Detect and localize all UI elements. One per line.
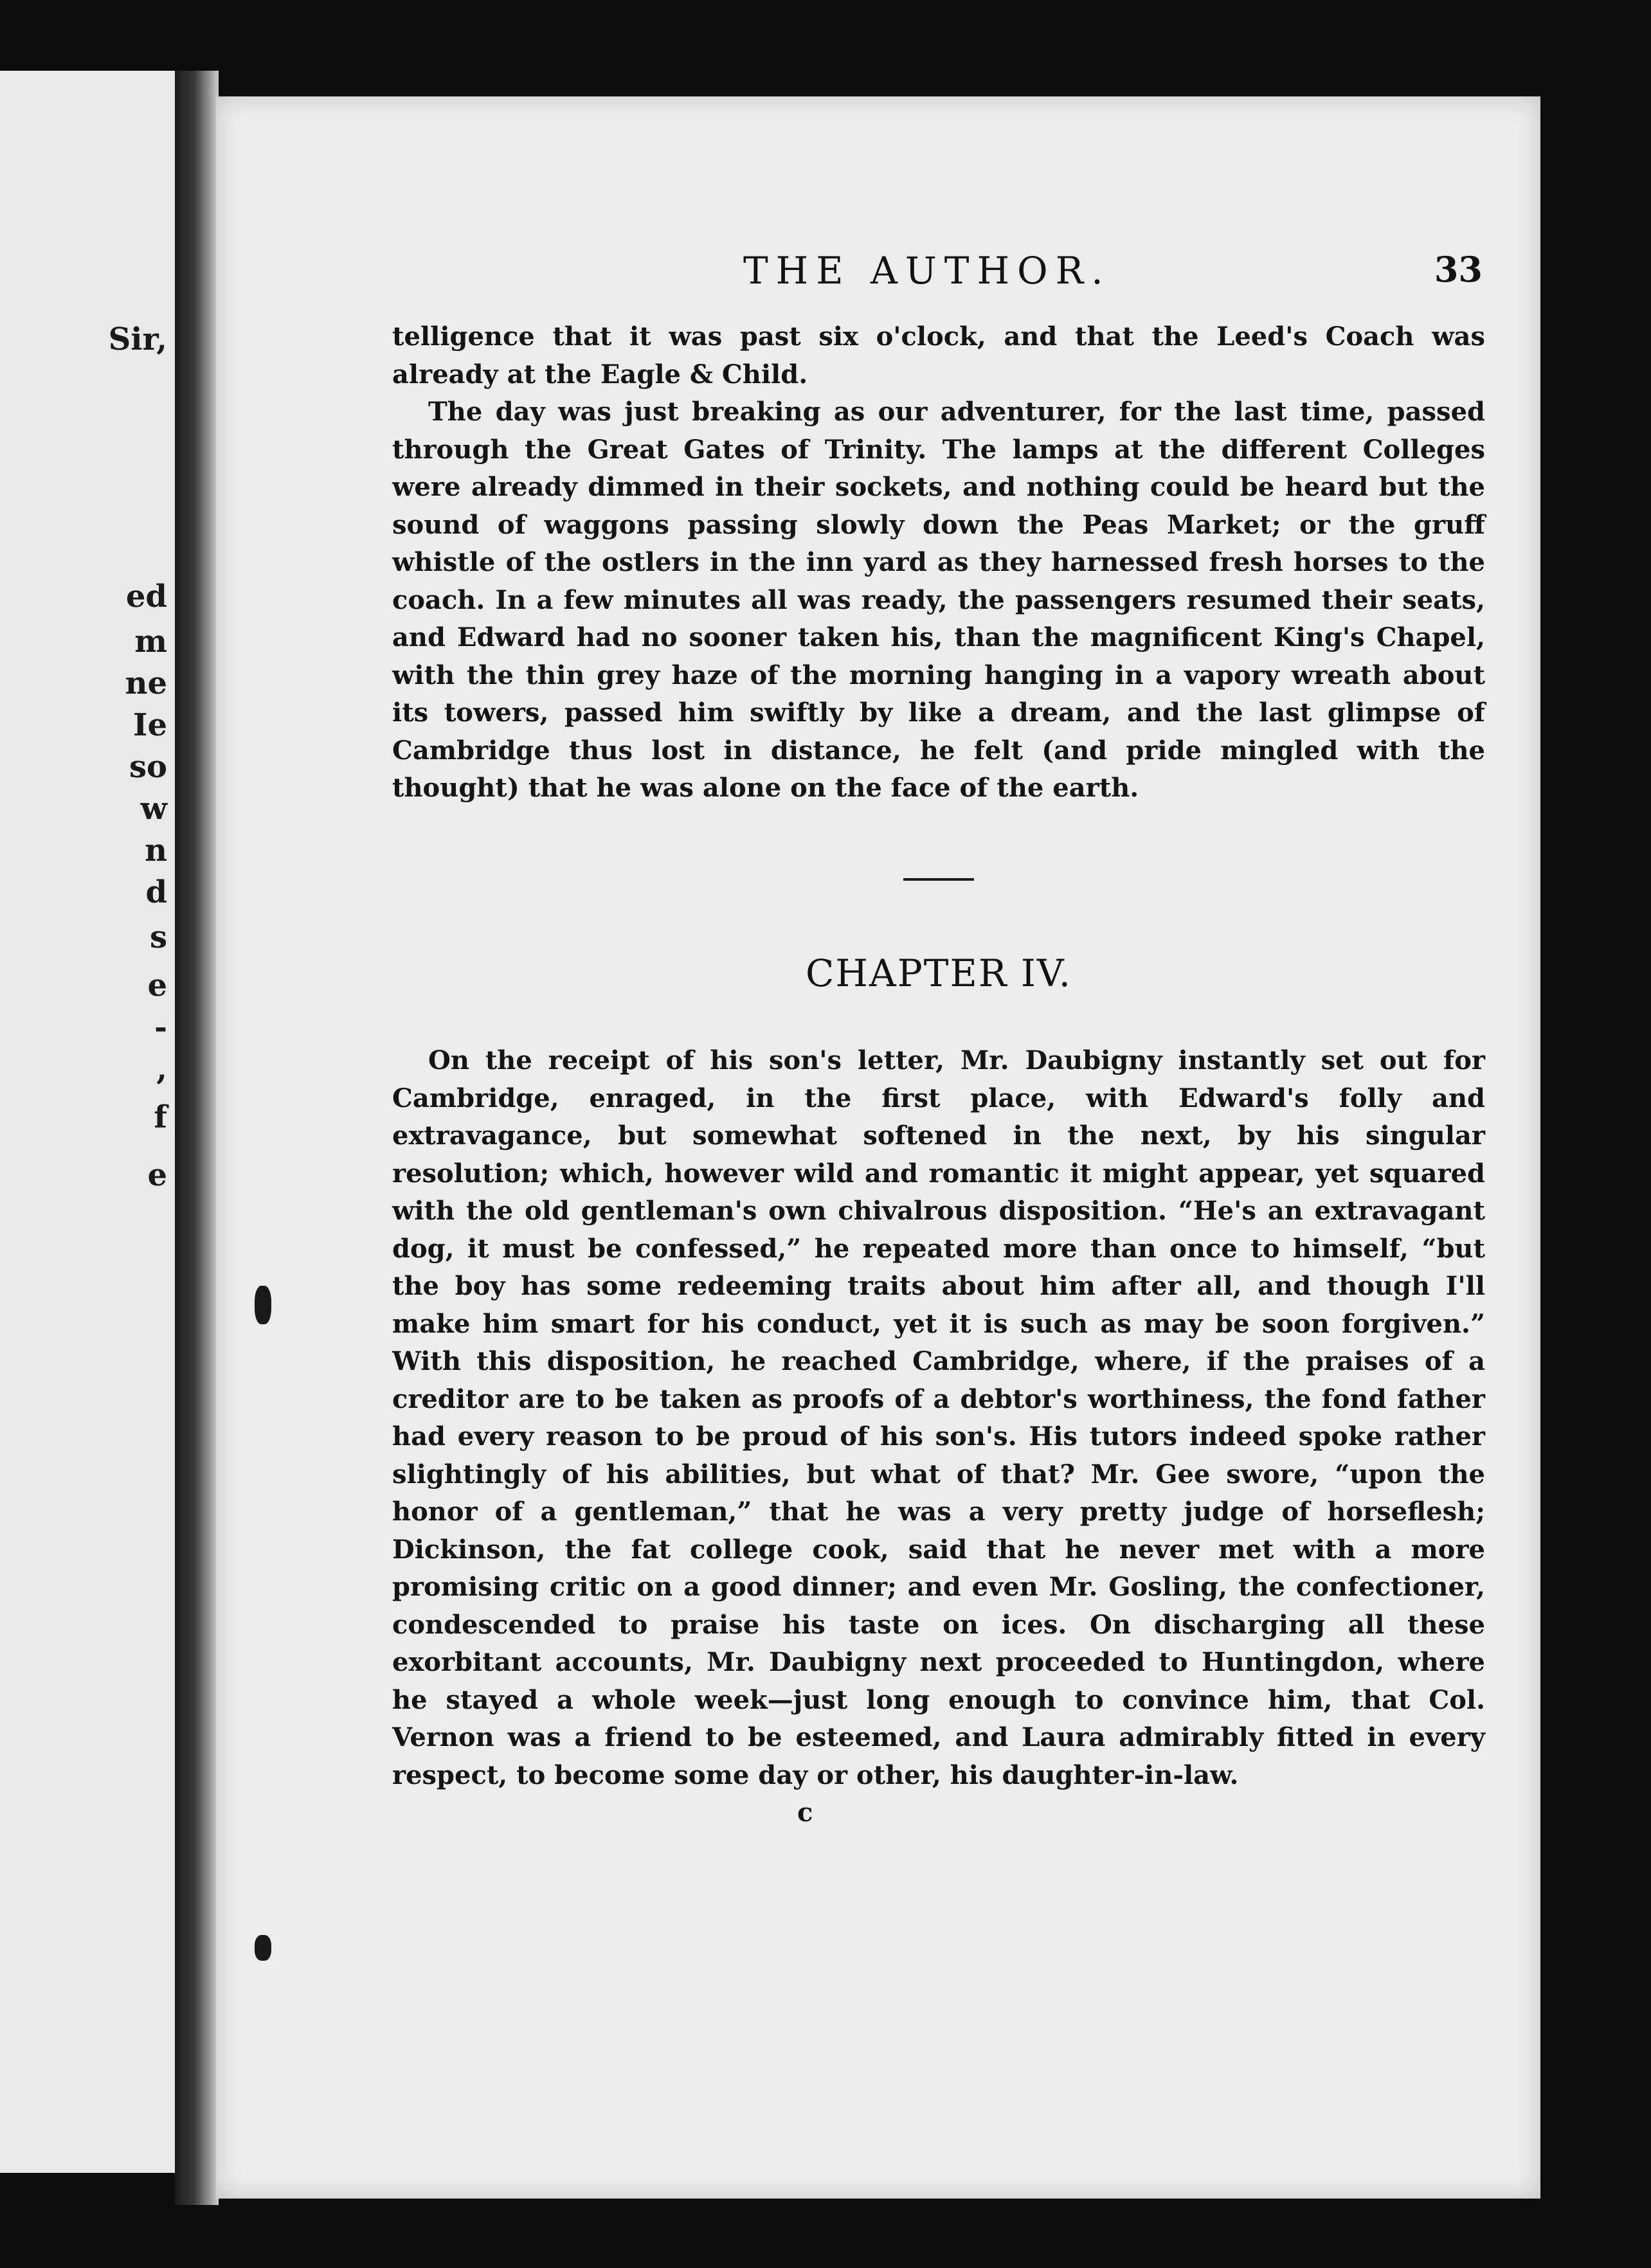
facing-page-fragment: , <box>156 1051 167 1087</box>
binding-mark <box>255 1935 271 1961</box>
binding-mark <box>255 1286 271 1324</box>
facing-page-fragment: d <box>145 874 167 910</box>
facing-page-fragment: n <box>145 833 167 869</box>
facing-page-fragment: e <box>147 968 167 1004</box>
facing-page-left <box>0 71 179 2173</box>
page-number: 33 <box>1434 249 1483 290</box>
facing-page-fragment: s <box>149 919 167 955</box>
paragraph-continuation: telligence that it was past six o'clock, and that the Leed's Coach was already at the Eagle & Child. <box>392 321 1485 390</box>
facing-page-fragment: ne <box>125 665 167 701</box>
page-body <box>392 318 1485 1832</box>
facing-page-fragment: ed <box>125 579 167 615</box>
section-divider <box>903 878 974 881</box>
facing-page-fragment: m <box>134 624 167 660</box>
chapter-heading: CHAPTER IV. <box>805 951 1072 995</box>
facing-page-fragment: so <box>129 749 167 785</box>
facing-page-fragment: f <box>154 1099 167 1135</box>
paragraph: On the receipt of his son's letter, Mr. Daubigny instantly set out for Cambridge, enraged, in the first place, with Edward's folly and extravagance, but somewhat softened in the next, by his singular resolution; which, however wild and romantic it might appear, yet squared with the old gentleman's own chivalrous disposition. “He's an extravagant dog, it must be confessed,” he repeated more than once to himself, “but the boy has some redeeming traits about him after all, and though I'll make him smart for his conduct, yet it is such as may be soon forgiven.” With this disposition, he reached Cambridge, where, if the praises of a creditor are to be taken as proofs of a debtor's worthiness, the fond father had every reason to be proud of his son's. His tutors indeed spoke rather slightingly of his abilities, but what of that? Mr. Gee swore, “upon the honor of a gentleman,” that he was a very pretty judge of horseflesh; Dickinson, the fat college cook, said that he never met with a more promising critic on a good dinner; and even Mr. Gosling, the confectioner, condescended to praise his taste on ices. On discharging all these exorbitant accounts, Mr. Daubigny next proceeded to Huntingdon, where he stayed a whole week—just long enough to convince him, that Col. Vernon was a friend to be esteemed, and Laura admirably fitted in every respect, to become some day or other, his daughter-in-law. <box>392 1045 1485 1790</box>
facing-page-fragment: - <box>154 1009 167 1045</box>
facing-page-fragment: w <box>140 791 167 827</box>
facing-page-fragment: Sir, <box>108 321 167 357</box>
facing-page-fragment: e <box>147 1157 167 1193</box>
facing-page-text-fragments <box>0 71 175 2173</box>
book-page <box>216 96 1540 2199</box>
book-gutter <box>175 71 219 2205</box>
signature-mark: c <box>797 1797 813 1828</box>
facing-page-fragment: Ie <box>133 707 167 743</box>
paragraph: The day was just breaking as our adventurer, for the last time, passed through the Great Gates of Trinity. The lamps at the different Colleges were already dimmed in their sockets, and nothing could be heard but the sound of waggons passing slowly down the Peas Market; or the gruff whistle of the ostlers in the inn yard as they harnessed fresh horses to the coach. In a few minutes all was ready, the passengers resumed their seats, and Edward had no sooner taken his, than the magnificent King's Chapel, with the thin grey haze of the morning hanging in a vapory wreath about its towers, passed him swiftly by like a dream, and the last glimpse of Cambridge thus lost in distance, he felt (and pride mingled with the thought) that he was alone on the face of the earth. <box>392 397 1485 803</box>
running-head <box>216 249 1540 300</box>
running-title: THE AUTHOR. <box>743 249 1111 292</box>
